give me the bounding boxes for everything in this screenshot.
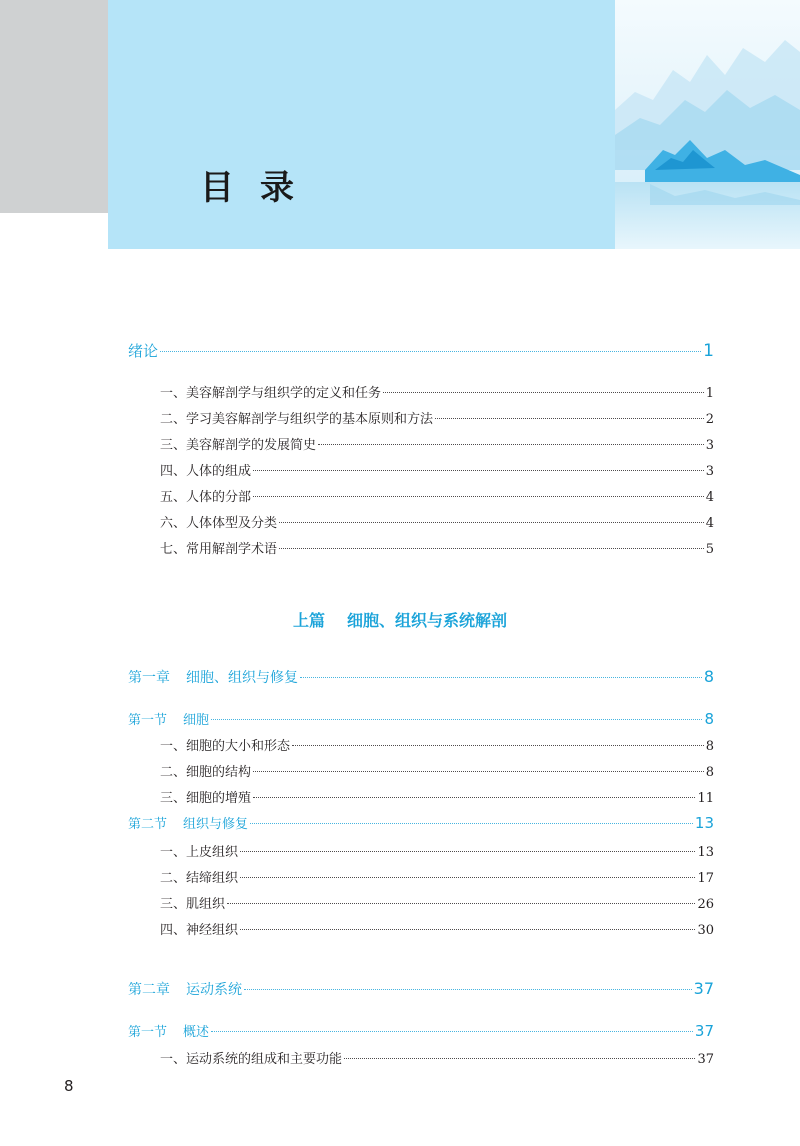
toc-item-label: 二、细胞的结构 xyxy=(160,765,252,780)
mountain-landscape-illustration xyxy=(615,0,800,249)
part-heading xyxy=(0,608,800,631)
toc-item-label: 二、结缔组织 xyxy=(160,871,239,886)
toc-intro-label: 绪论 xyxy=(128,342,159,360)
section-page: 8 xyxy=(704,710,714,728)
page-title: 目录 xyxy=(200,168,320,208)
section-title: 细胞 xyxy=(183,713,210,728)
toc-item[interactable] xyxy=(160,512,714,531)
toc-item[interactable] xyxy=(160,460,714,479)
toc-item-label: 二、学习美容解剖学与组织学的基本原则和方法 xyxy=(160,412,434,427)
dot-leader xyxy=(244,989,692,990)
toc-item-label: 三、细胞的增殖 xyxy=(160,791,252,806)
dot-leader xyxy=(240,851,695,852)
toc-item-label: 六、人体体型及分类 xyxy=(160,516,278,531)
toc-item[interactable] xyxy=(160,787,714,806)
toc-item-page: 1 xyxy=(705,386,714,401)
toc-item[interactable] xyxy=(160,893,714,912)
toc-item[interactable] xyxy=(160,841,714,860)
toc-item-page: 5 xyxy=(705,542,714,557)
section-number: 第一节 xyxy=(128,713,168,728)
toc-item-page: 2 xyxy=(705,412,714,427)
chapter-number: 第二章 xyxy=(128,982,170,998)
dot-leader xyxy=(160,351,701,352)
part-label: 上篇 xyxy=(292,611,325,630)
toc-item-label: 七、常用解剖学术语 xyxy=(160,542,278,557)
section-page: 13 xyxy=(694,814,714,832)
toc-section-entry[interactable] xyxy=(128,709,714,728)
section-number: 第二节 xyxy=(128,817,168,832)
dot-leader xyxy=(253,496,704,497)
toc-item-label: 三、美容解剖学的发展简史 xyxy=(160,438,317,453)
toc-item[interactable] xyxy=(160,919,714,938)
toc-section-entry[interactable] xyxy=(128,1021,714,1040)
dot-leader xyxy=(240,929,695,930)
section-title: 组织与修复 xyxy=(183,817,249,832)
dot-leader xyxy=(318,444,704,445)
toc-item[interactable] xyxy=(160,867,714,886)
dot-leader xyxy=(211,1031,693,1032)
toc-item-page: 17 xyxy=(697,871,714,886)
toc-item[interactable] xyxy=(160,486,714,505)
toc-section-entry[interactable] xyxy=(128,813,714,832)
chapter-page: 37 xyxy=(693,979,714,998)
toc-item-page: 8 xyxy=(705,739,714,754)
chapter-number: 第一章 xyxy=(128,670,170,686)
section-title: 概述 xyxy=(183,1025,210,1040)
chapter-title: 运动系统 xyxy=(186,982,242,998)
dot-leader xyxy=(240,877,695,878)
toc-item-label: 四、神经组织 xyxy=(160,923,239,938)
dot-leader xyxy=(279,522,704,523)
toc-item[interactable] xyxy=(160,735,714,754)
section-page: 37 xyxy=(694,1022,714,1040)
dot-leader xyxy=(253,771,704,772)
dot-leader xyxy=(211,719,702,720)
toc-item-label: 一、上皮组织 xyxy=(160,845,239,860)
toc-item-page: 13 xyxy=(697,845,714,860)
toc-item-page: 3 xyxy=(705,464,714,479)
toc-item-label: 五、人体的分部 xyxy=(160,490,252,505)
toc-item[interactable] xyxy=(160,408,714,427)
dot-leader xyxy=(253,797,695,798)
dot-leader xyxy=(292,745,704,746)
toc-chapter-entry[interactable] xyxy=(128,979,714,999)
toc-item-page: 4 xyxy=(705,516,714,531)
toc-intro-page: 1 xyxy=(703,341,714,361)
dot-leader xyxy=(383,392,704,393)
toc-intro-entry[interactable] xyxy=(128,340,714,361)
chapter-title: 细胞、组织与修复 xyxy=(186,670,298,686)
toc-item-page: 3 xyxy=(705,438,714,453)
dot-leader xyxy=(227,903,695,904)
toc-chapter-entry[interactable] xyxy=(128,667,714,687)
toc-item-label: 一、美容解剖学与组织学的定义和任务 xyxy=(160,386,382,401)
toc-item-page: 37 xyxy=(697,1052,714,1067)
toc-item-page: 8 xyxy=(705,765,714,780)
dot-leader xyxy=(279,548,704,549)
toc-item-page: 30 xyxy=(697,923,714,938)
dot-leader xyxy=(435,418,704,419)
dot-leader xyxy=(253,470,704,471)
toc-item[interactable] xyxy=(160,1048,714,1067)
dot-leader xyxy=(344,1058,695,1059)
toc-item[interactable] xyxy=(160,761,714,780)
gray-side-tab xyxy=(0,0,108,213)
toc-item-label: 三、肌组织 xyxy=(160,897,226,912)
page-number: 8 xyxy=(64,1077,74,1095)
toc-item[interactable] xyxy=(160,538,714,557)
toc-item-label: 一、运动系统的组成和主要功能 xyxy=(160,1052,343,1067)
toc-item-page: 11 xyxy=(697,791,714,806)
toc-item-page: 4 xyxy=(705,490,714,505)
dot-leader xyxy=(250,823,693,824)
toc-item-label: 一、细胞的大小和形态 xyxy=(160,739,291,754)
chapter-page: 8 xyxy=(703,667,714,686)
toc-item-label: 四、人体的组成 xyxy=(160,464,252,479)
part-title-text: 细胞、组织与系统解剖 xyxy=(347,611,508,630)
toc-item[interactable] xyxy=(160,434,714,453)
toc-item[interactable] xyxy=(160,382,714,401)
dot-leader xyxy=(300,677,702,678)
toc-item-page: 26 xyxy=(697,897,714,912)
section-number: 第一节 xyxy=(128,1025,168,1040)
